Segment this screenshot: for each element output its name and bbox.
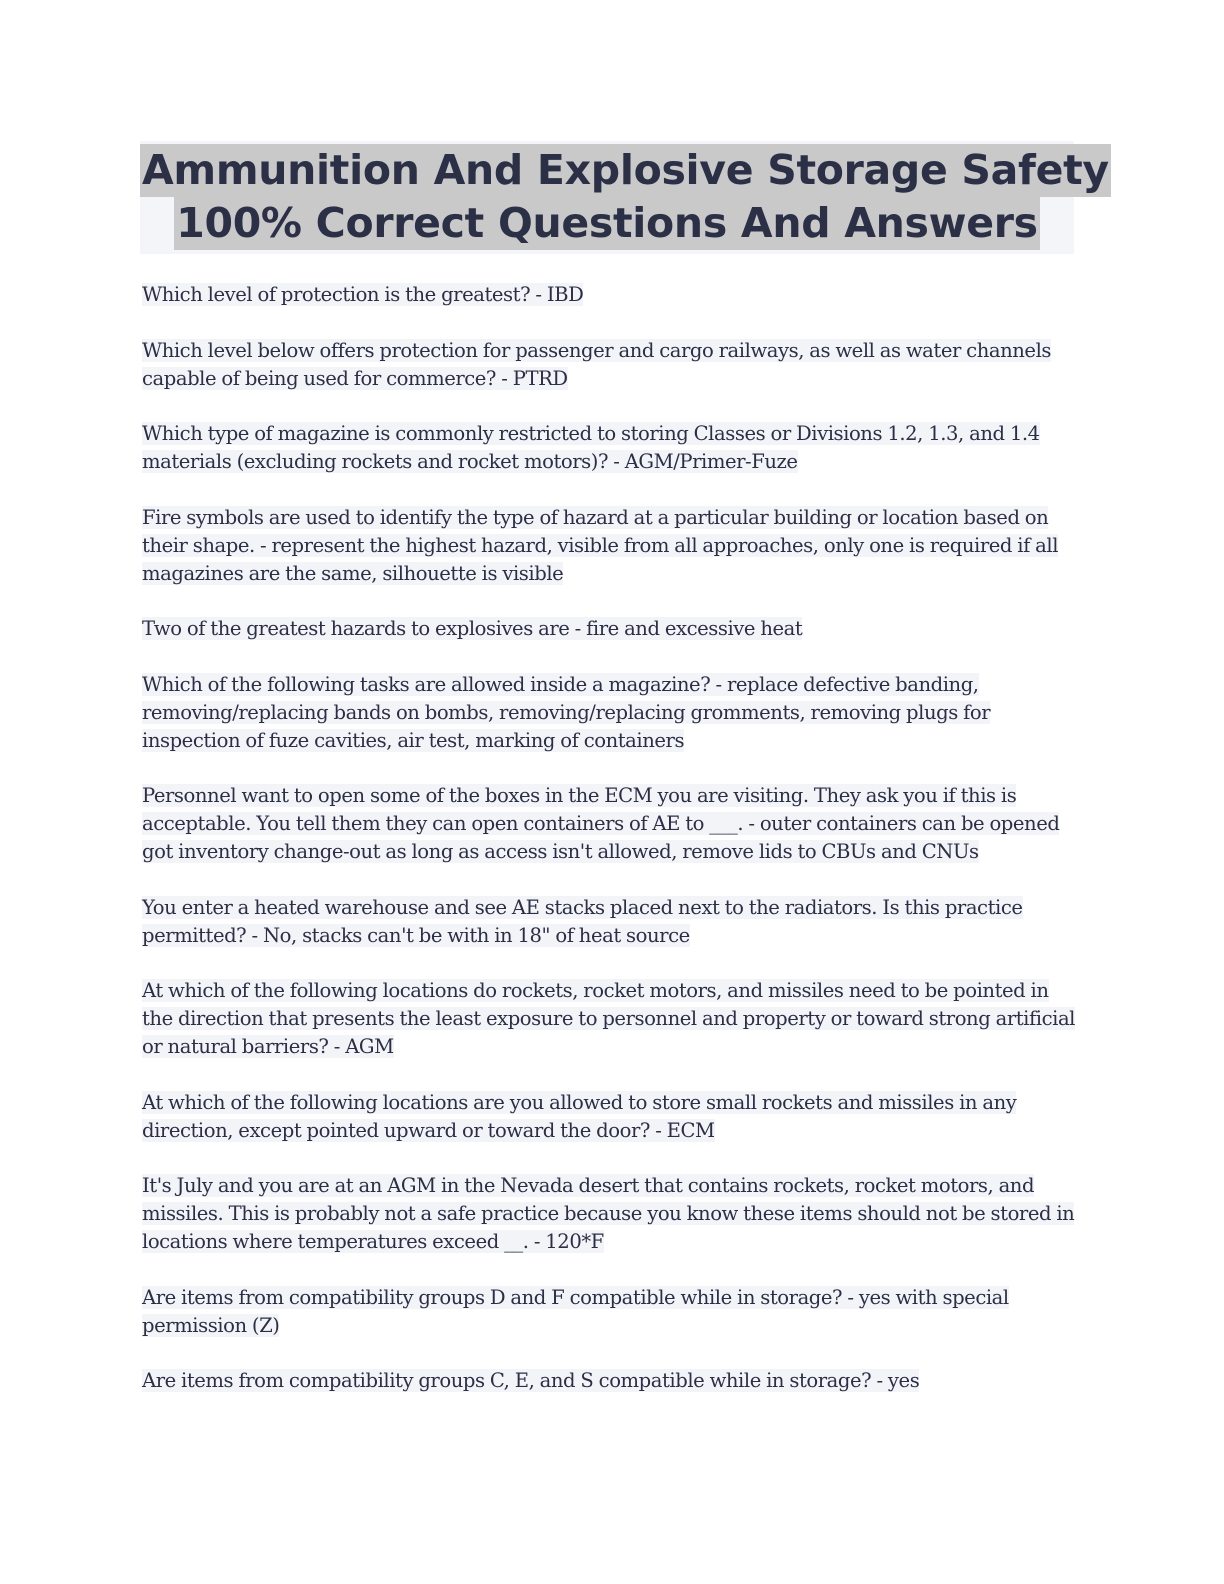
qa-item: [142, 1284, 1078, 1340]
title-line-1: Ammunition And Explosive Storage Safety: [140, 144, 1111, 197]
qa-item: [142, 782, 1078, 866]
qa-item: [142, 337, 1078, 393]
qa-item: [142, 1172, 1078, 1256]
qa-text: Are items from compatibility groups D and F compatible while in storage? - yes with special permission (Z): [142, 1285, 1009, 1337]
qa-text: Personnel want to open some of the boxes in the ECM you are visiting. They ask you if this is acceptable. You tell them they can open containers of AE to ___. - outer containers can be opened got inventory change-out as long as access isn't allowed, remove lids to CBUs and CNUs: [142, 784, 1060, 863]
qa-item: [142, 894, 1078, 950]
qa-text: At which of the following locations do rockets, rocket motors, and missiles need to be pointed in the direction that presents the least exposure to personnel and property or toward strong artificial or natural barriers? - AGM: [142, 979, 1075, 1058]
qa-item: [142, 1089, 1078, 1145]
qa-text: Fire symbols are used to identify the type of hazard at a particular building or location based on their shape. - represent the highest hazard, visible from all approaches, only one is required if all magazines are the same, silhouette is visible: [142, 505, 1059, 585]
qa-list: [142, 281, 1078, 1423]
qa-item: [142, 504, 1078, 588]
qa-item: [142, 281, 1078, 309]
qa-text: Which of the following tasks are allowed inside a magazine? - replace defective banding, removing/replacing bands on bombs, removing/replacing gromments, removing plugs for inspection of fuze cavities, air test, marking of containers: [142, 672, 991, 752]
qa-text: Which level of protection is the greatest? - IBD: [142, 283, 584, 306]
document-title: [140, 141, 1109, 254]
qa-item: [142, 1367, 1078, 1395]
qa-text: Are items from compatibility groups C, E, and S compatible while in storage? - yes: [142, 1369, 920, 1392]
qa-text: Which type of magazine is commonly restricted to storing Classes or Divisions 1.2, 1.3, and 1.4 materials (excluding rockets and rocket motors)? - AGM/Primer-Fuze: [142, 422, 1040, 473]
qa-item: [142, 420, 1078, 476]
qa-item: [142, 977, 1078, 1061]
qa-text: You enter a heated warehouse and see AE stacks placed next to the radiators. Is this practice permitted? - No, stacks can't be with in 18" of heat source: [142, 895, 1023, 947]
qa-item: [142, 615, 1078, 643]
qa-text: Two of the greatest hazards to explosives are - fire and excessive heat: [142, 617, 803, 640]
qa-text: Which level below offers protection for passenger and cargo railways, as well as water channels capable of being used for commerce? - PTRD: [142, 338, 1052, 390]
qa-item: [142, 671, 1078, 755]
qa-text: At which of the following locations are you allowed to store small rockets and missiles in any direction, except pointed upward or toward the door? - ECM: [142, 1090, 1017, 1142]
qa-text: It's July and you are at an AGM in the Nevada desert that contains rockets, rocket motors, and missiles. This is probably not a safe practice because you know these items should not be stored in locations where temperatures exceed __. - 120*F: [142, 1174, 1075, 1253]
title-line-2: 100% Correct Questions And Answers: [174, 197, 1040, 250]
